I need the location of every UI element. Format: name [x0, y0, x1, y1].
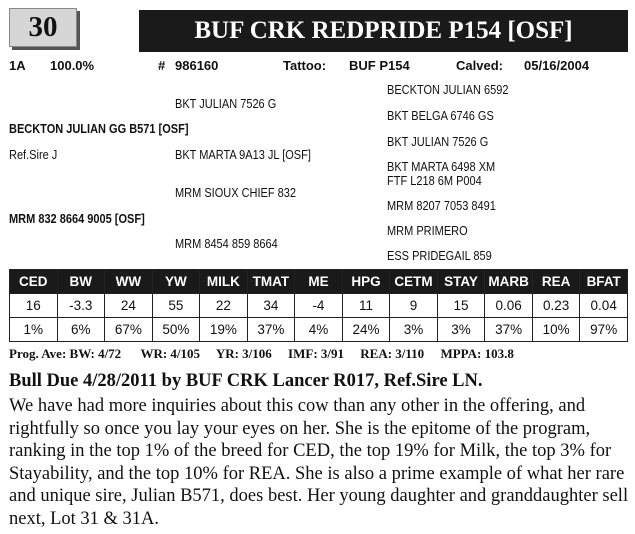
epd-header: TMAT [247, 270, 295, 294]
pedigree-g7: ESS PRIDEGAIL 859 [387, 249, 492, 263]
epd-table [9, 269, 628, 342]
epd-header: HPG [342, 270, 390, 294]
epd-header: CED [10, 270, 58, 294]
epd-value: 0.04 [580, 294, 628, 318]
epd-header: STAY [437, 270, 485, 294]
epd-percentile: 50% [152, 318, 200, 342]
progeny-mppa: MPPA: 103.8 [440, 346, 514, 361]
epd-value: 11 [342, 294, 390, 318]
epd-value: 16 [10, 294, 58, 318]
registration-label: # [158, 58, 166, 73]
lot-description: We have had more inquiries about this cow than any other in the offering, and rightfully so once you lay your eyes on her. She is the epitome of the program, ranking in the top 1% of the breed for CED, the top 19% for Milk, the top 3% for Stayability, and the top 10% for REA. She is also a prime example of what her rare and unique sire, Julian B571, does best. Her young daughter and granddaughter sell next, Lot 31 & 31A. [9, 396, 629, 529]
epd-percentile: 10% [532, 318, 580, 342]
epd-percentile: 24% [342, 318, 390, 342]
epd-percentile: 3% [390, 318, 438, 342]
progeny-bw: Prog. Ave: BW: 4/72 [9, 346, 122, 361]
epd-header-row [10, 270, 628, 294]
epd-value: 55 [152, 294, 200, 318]
animal-code: 1A [9, 58, 26, 73]
epd-percentile: 19% [200, 318, 248, 342]
lot-number: 30 [28, 11, 58, 43]
pedigree-g5: MRM 8207 7053 8491 [387, 199, 496, 213]
epd-value: -3.3 [57, 294, 105, 318]
epd-value: -4 [295, 294, 343, 318]
epd-percentile: 6% [57, 318, 105, 342]
lot-number-box [9, 8, 77, 47]
epd-percentile: 4% [295, 318, 343, 342]
epd-percentile: 3% [437, 318, 485, 342]
pedigree-dam-sire: MRM SIOUX CHIEF 832 [175, 186, 297, 200]
epd-value: 22 [200, 294, 248, 318]
breeding-headline: Bull Due 4/28/2011 by BUF CRK Lancer R017, Ref.Sire LN. [9, 371, 483, 391]
epd-value: 0.23 [532, 294, 580, 318]
progeny-wr: WR: 4/105 [140, 346, 201, 361]
epd-value: 15 [437, 294, 485, 318]
tattoo-value: BUF P154 [349, 58, 410, 73]
epd-value: 9 [390, 294, 438, 318]
pedigree-g4b: FTF L218 6M P004 [387, 174, 482, 188]
registration-number: 986160 [175, 58, 219, 73]
pedigree-g2: BKT BELGA 6746 GS [387, 109, 494, 123]
pedigree-sire-note: Ref.Sire J [9, 148, 58, 162]
progeny-averages [9, 346, 514, 362]
epd-percentile: 1% [10, 318, 58, 342]
pedigree-sire-dam: BKT MARTA 9A13 JL [OSF] [175, 148, 311, 162]
animal-name: BUF CRK REDPRIDE P154 [OSF] [194, 17, 573, 44]
epd-percentile: 37% [247, 318, 295, 342]
epd-header: YW [152, 270, 200, 294]
epd-header: BW [57, 270, 105, 294]
pedigree-dam-dam: MRM 8454 859 8664 [175, 237, 278, 251]
pedigree-g1: BECKTON JULIAN 6592 [387, 83, 509, 97]
epd-value: 24 [105, 294, 153, 318]
animal-name-bar [139, 10, 628, 52]
pedigree-g3: BKT JULIAN 7526 G [387, 135, 489, 149]
animal-percent: 100.0% [50, 58, 95, 73]
pedigree-sire-sire: BKT JULIAN 7526 G [175, 97, 277, 111]
epd-percentile: 97% [580, 318, 628, 342]
pedigree-sire: BECKTON JULIAN GG B571 [OSF] [9, 122, 189, 136]
pedigree-g6: MRM PRIMERO [387, 224, 468, 238]
calved-date: 05/16/2004 [524, 58, 590, 73]
progeny-imf: IMF: 3/91 [288, 346, 345, 361]
tattoo-label: Tattoo: [283, 58, 327, 73]
progeny-yr: YR: 3/106 [215, 346, 272, 361]
epd-percentile: 67% [105, 318, 153, 342]
epd-value: 34 [247, 294, 295, 318]
epd-value: 0.06 [485, 294, 533, 318]
epd-value-row [10, 294, 628, 318]
calved-label: Calved: [456, 58, 503, 73]
epd-header: MARB [485, 270, 533, 294]
epd-header: CETM [390, 270, 438, 294]
pedigree-dam: MRM 832 8664 9005 [OSF] [9, 212, 145, 226]
progeny-rea: REA: 3/110 [360, 346, 425, 361]
epd-percentile-row [10, 318, 628, 342]
epd-header: MILK [200, 270, 248, 294]
pedigree-g4a: BKT MARTA 6498 XM [387, 160, 496, 174]
epd-header: BFAT [580, 270, 628, 294]
epd-header: ME [295, 270, 343, 294]
epd-header: REA [532, 270, 580, 294]
epd-header: WW [105, 270, 153, 294]
epd-percentile: 37% [485, 318, 533, 342]
